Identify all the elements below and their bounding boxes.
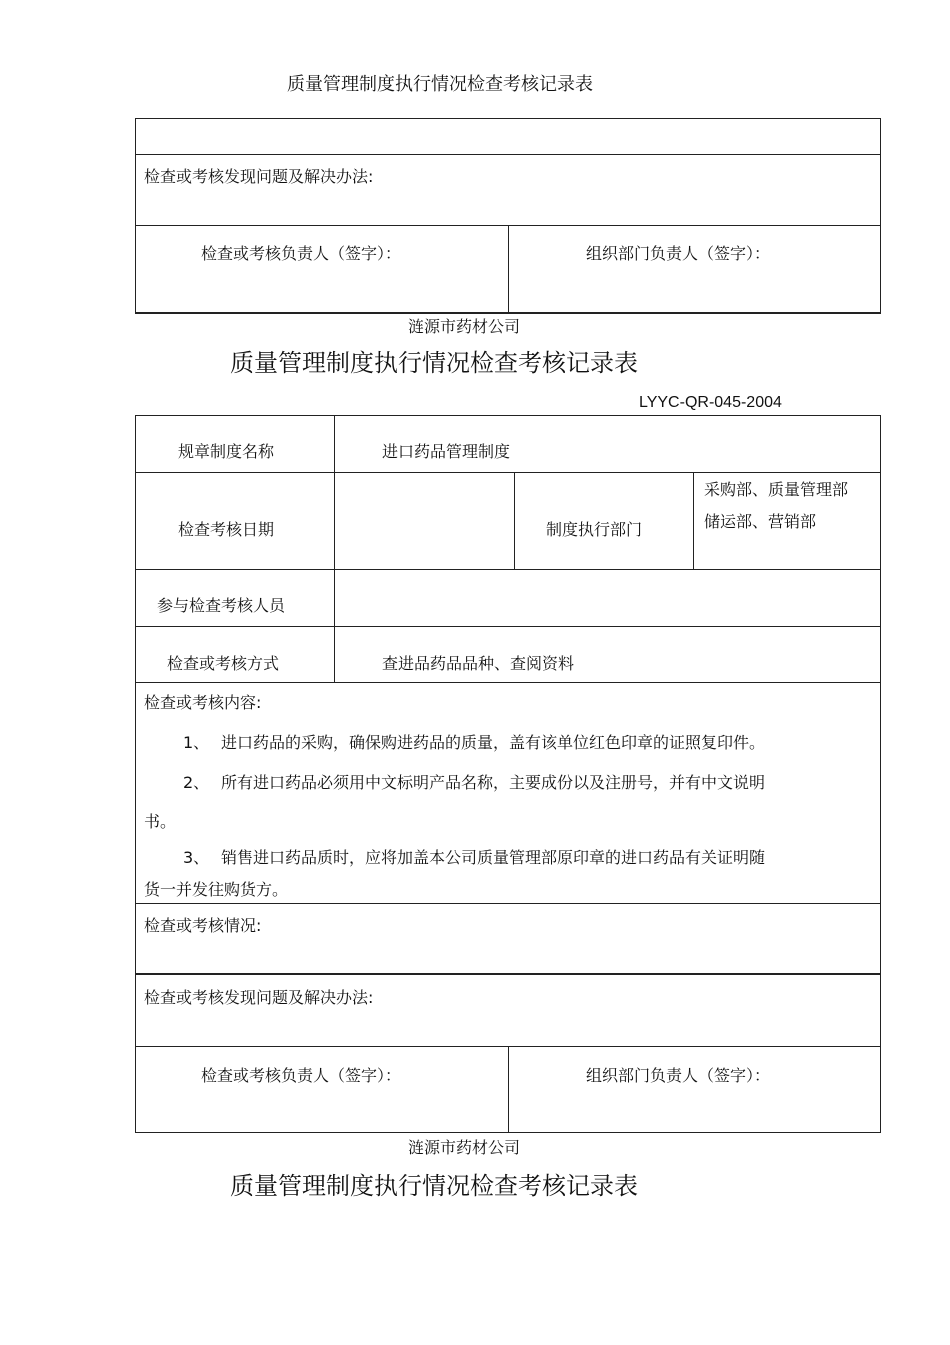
content-item-number: 3、 <box>183 848 210 867</box>
table-border <box>135 626 881 627</box>
table-border <box>135 154 881 155</box>
inspection-date-label: 检查考核日期 <box>178 520 275 539</box>
next-form-title: 质量管理制度执行情况检查考核记录表 <box>230 1172 638 1200</box>
checker-signature-label: 检查或考核负责人（签字）： <box>201 244 402 263</box>
company-name: 涟源市药材公司 <box>408 317 521 336</box>
content-item-continuation: 货一并发往购货方。 <box>144 880 289 899</box>
rule-name-value: 进口药品管理制度 <box>382 442 511 461</box>
rule-name-label: 规章制度名称 <box>178 442 275 461</box>
table-border <box>135 569 881 570</box>
table-border <box>135 682 881 683</box>
company-name: 涟源市药材公司 <box>408 1138 521 1157</box>
executing-dept-label: 制度执行部门 <box>546 520 643 539</box>
table-border <box>135 472 881 473</box>
table-border <box>135 903 881 904</box>
content-label: 检查或考核内容: <box>144 693 262 712</box>
content-item-text: 所有进口药品必须用中文标明产品名称，主要成份以及注册号，并有中文说明 <box>221 773 766 792</box>
executing-dept-value: 采购部、质量管理部 <box>704 480 849 499</box>
table-border <box>135 973 881 975</box>
form-code: LYYC-QR-045-2004 <box>639 394 782 411</box>
table-border <box>514 472 515 570</box>
table-border <box>135 415 881 416</box>
table-border <box>880 118 881 313</box>
method-label: 检查或考核方式 <box>167 654 280 673</box>
content-item-text: 进口药品的采购，确保购进药品的质量，盖有该单位红色印章的证照复印件。 <box>221 733 766 752</box>
problems-label: 检查或考核发现问题及解决办法: <box>144 167 374 186</box>
dept-signature-label: 组织部门负责人（签字）： <box>586 1066 771 1085</box>
problems-label: 检查或考核发现问题及解决办法: <box>144 988 374 1007</box>
table-border <box>135 118 881 119</box>
executing-dept-value: 储运部、营销部 <box>704 512 817 531</box>
checker-signature-label: 检查或考核负责人（签字）： <box>201 1066 402 1085</box>
situation-label: 检查或考核情况: <box>144 916 262 935</box>
table-border <box>135 118 136 313</box>
participants-label: 参与检查考核人员 <box>157 596 286 615</box>
table-border <box>880 415 881 1133</box>
table-border <box>508 1046 509 1133</box>
table-border <box>693 472 694 570</box>
table-border <box>135 415 136 1133</box>
content-item-continuation: 书。 <box>144 812 177 831</box>
table-border <box>508 225 509 313</box>
dept-signature-label: 组织部门负责人（签字）： <box>586 244 771 263</box>
content-item-number: 1、 <box>183 733 210 752</box>
content-item-number: 2、 <box>183 773 210 792</box>
table-border <box>334 415 335 683</box>
content-item-text: 销售进口药品质时，应将加盖本公司质量管理部原印章的进口药品有关证明随 <box>221 848 766 867</box>
fragment-title: 质量管理制度执行情况检查考核记录表 <box>287 74 593 95</box>
form-title: 质量管理制度执行情况检查考核记录表 <box>230 349 638 377</box>
method-value: 查进品药品品种、查阅资料 <box>382 654 575 673</box>
